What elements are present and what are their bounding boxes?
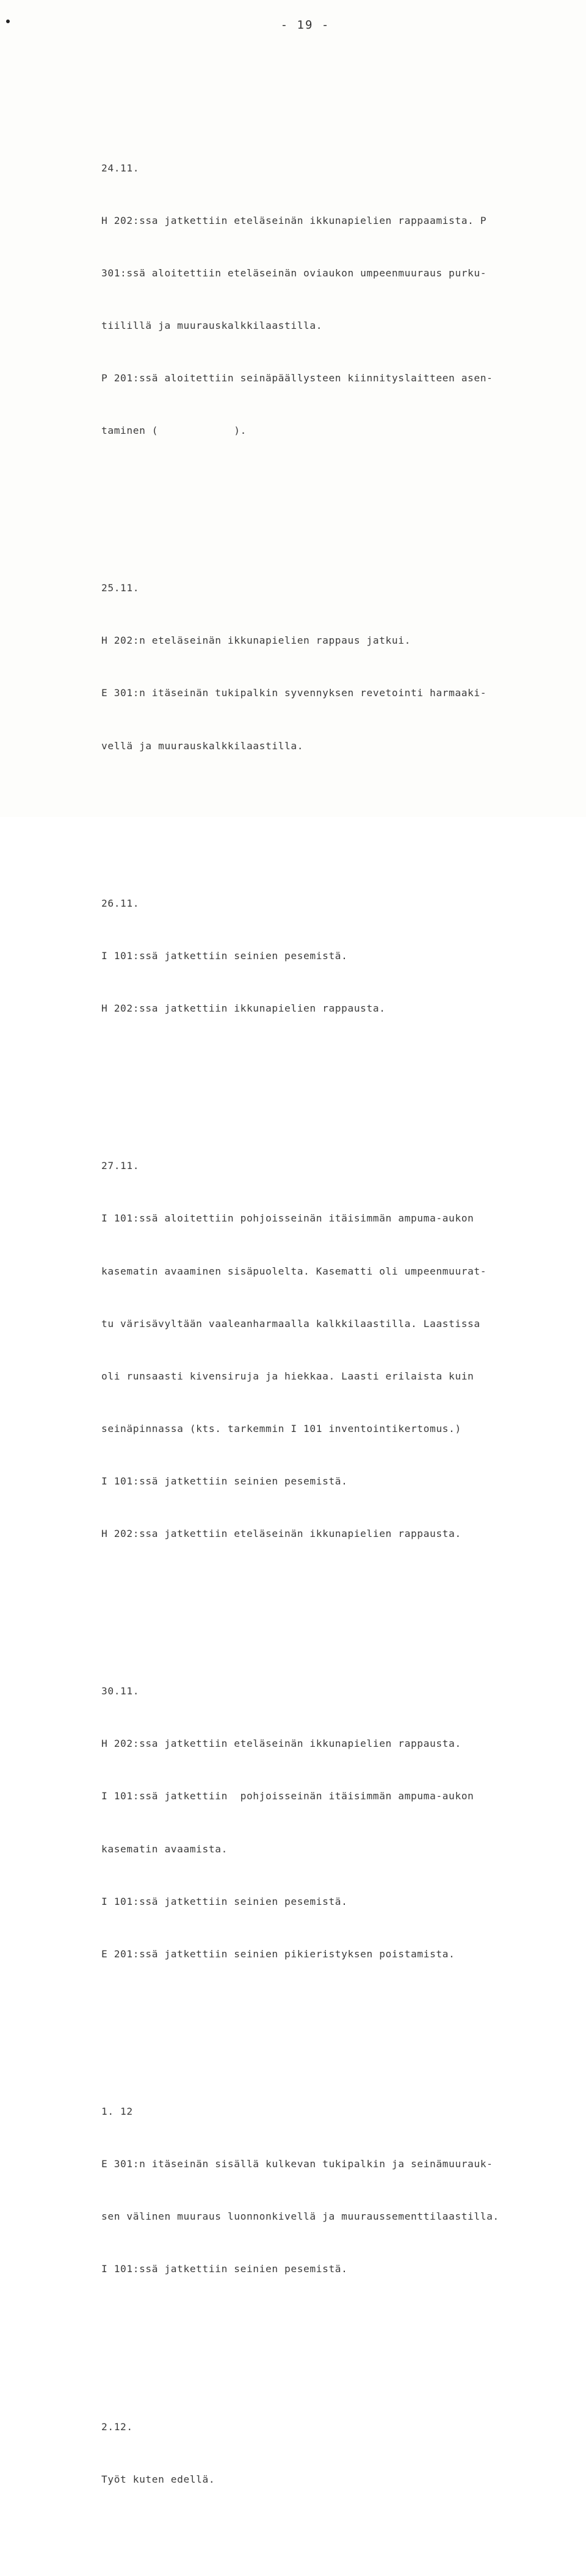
entry-line: taminen ( ). [101,424,247,436]
entry-line: H 202:ssa jatkettiin ikkunapielien rappausta. [101,1002,386,1015]
entry-date: 24.11. [101,162,140,174]
entry-line: vellä ja muurauskalkkilaastilla. [101,739,304,752]
entry-line: kasematin avaaminen sisäpuolelta. Kasematti oli umpeenmuurat- [101,1265,487,1277]
entry-line: oli runsaasti kivensiruja ja hiekkaa. Laasti erilaista kuin [101,1370,474,1382]
entry-line: H 202:ssa jatkettiin eteläseinän ikkunapielien rappaamista. P [101,214,487,226]
entry-line: sen välinen muuraus luonnonkivellä ja muuraussementtilaastilla. [101,2211,499,2223]
diary-entry [101,2068,565,2314]
diary-entry [101,1123,565,1578]
entry-line: I 101:ssä jatkettiin seinien pesemistä. [101,2263,348,2275]
diary-entry [101,1648,565,1998]
entry-line: tu värisävyltään vaaleanharmaalla kalkkilaastilla. Laastissa [101,1317,480,1329]
entry-line: seinäpinnassa (kts. tarkemmin I 101 inventointikertomus.) [101,1422,461,1434]
page-number: - 19 - [280,18,330,32]
entry-date: 27.11. [101,1160,140,1172]
diary-body [101,72,565,2576]
entry-line: I 101:ssä jatkettiin seinien pesemistä. [101,949,348,962]
entry-line: H 202:ssa jatkettiin eteläseinän ikkunapielien rappausta. [101,1528,461,1539]
entry-date: 2.12. [101,2420,133,2433]
entry-line: E 301:n itäseinän tukipalkin syvennyksen revetointi harmaaki- [101,687,487,699]
entry-line: H 202:ssa jatkettiin eteläseinän ikkunapielien rappausta. [101,1738,461,1750]
entry-line: E 301:n itäseinän sisällä kulkevan tukipalkin ja seinämuurauk- [101,2158,493,2170]
diary-entry [101,2383,565,2524]
entry-line: I 101:ssä jatkettiin pohjoisseinän itäisimmän ampuma-aukon [101,1790,474,1802]
diary-entry [101,545,565,790]
entry-line: tiilillä ja muurauskalkkilaastilla. [101,319,323,331]
entry-line: Työt kuten edellä. [101,2473,215,2485]
entry-line: 301:ssä aloitettiin eteläseinän oviaukon umpeenmuuraus purku- [101,267,487,279]
entry-line: I 101:ssä jatkettiin seinien pesemistä. [101,1895,348,1907]
entry-line: H 202:n eteläseinän ikkunapielien rappaus jatkui. [101,635,411,647]
entry-date: 26.11. [101,897,140,909]
entry-line: E 201:ssä jatkettiin seinien pikieristyksen poistamista. [101,1948,455,1960]
entry-date: 25.11. [101,582,140,594]
entry-line: kasematin avaamista. [101,1843,228,1855]
diary-entry [101,124,565,475]
entry-date: 1. 12 [101,2106,133,2118]
entry-line: P 201:ssä aloitettiin seinäpäällysteen kiinnityslaitteen asen- [101,372,493,384]
entry-date: 30.11. [101,1685,140,1697]
entry-line: I 101:ssä jatkettiin seinien pesemistä. [101,1475,348,1487]
entry-line: I 101:ssä aloitettiin pohjoisseinän itäisimmän ampuma-aukon [101,1212,474,1225]
diary-entry [101,860,565,1052]
